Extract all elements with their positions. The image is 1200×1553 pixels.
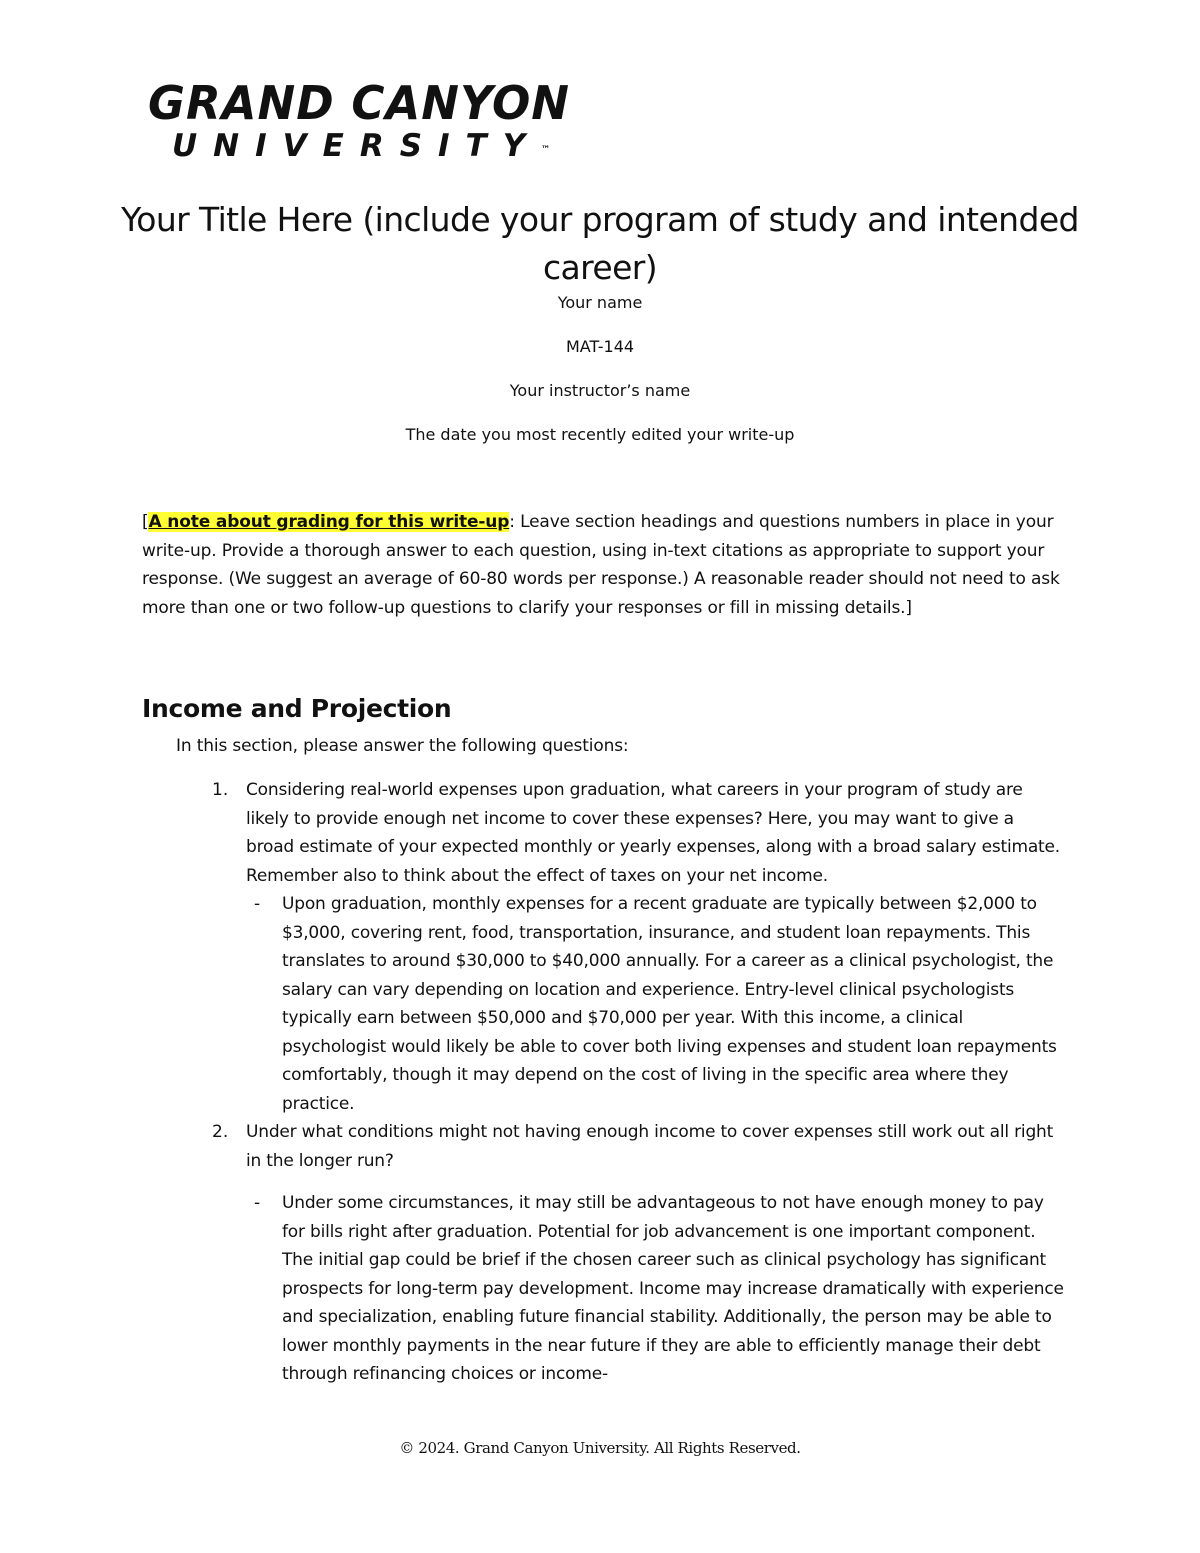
logo-university-text: UNIVERSITY (172, 128, 542, 164)
answer-text: Upon graduation, monthly expenses for a recent graduate are typically between $2,000 to $3,000, covering rent, food, transportation, insurance, and student loan repayments. This translates to around $30,000 to $40,000 annually. For a career as a clinical psychologist, the salary can vary depending on location and experience. Entry-level clinical psychologists typically earn between $50,000 and $70,000 per year. With this income, a clinical psychologist would likely be able to cover both living expenses and student loan repayments comfortably, though it may depend on the cost of living in the specific area where they practice. (282, 894, 1057, 1114)
answer-bullet: - (254, 894, 261, 914)
grading-note-body: : Leave section headings and questions numbers in place in your write-up. Provide a thorough answer to each question, using in-text citations as appropriate to support your response. (We suggest an average of 60-80 words per response.) A reasonable reader should not need to ask more than one or two follow-up questions to clarify your responses or fill in missing details.] (142, 512, 1060, 618)
section-intro: In this section, please answer the following questions: (176, 736, 629, 756)
question-number: 1. (212, 780, 229, 800)
grading-note (142, 508, 1062, 622)
document-title: Your Title Here (include your program of study and intended career) (121, 200, 1079, 287)
instructor-name: Your instructor’s name (509, 381, 691, 400)
section-heading: Income and Projection (142, 694, 452, 723)
question-text: Considering real-world expenses upon graduation, what careers in your program of study are likely to provide enough net income to cover these expenses? Here, you may want to give a broad estimate of your expected monthly or yearly expenses, along with a broad salary estimate. Remember also to think about the effect of taxes on your net income. (246, 780, 1060, 886)
question-number: 2. (212, 1122, 229, 1142)
question-text: Under what conditions might not having enough income to cover expenses still work out all right in the longer run? (246, 1122, 1054, 1171)
answer-text: Under some circumstances, it may still be advantageous to not have enough money to pay for bills right after graduation. Potential for job advancement is one important component. The initial gap could be brief if the chosen career such as clinical psychology has significant prospects for long-term pay development. Income may increase dramatically with experience and specialization, enabling future financial stability. Additionally, the person may be able to lower monthly payments in the near future if they are able to efficiently manage their debt through refinancing choices or income- (282, 1193, 1064, 1384)
note-open-bracket: [ (142, 512, 149, 532)
answer-bullet: - (254, 1193, 261, 1213)
grading-note-label: A note about grading for this write-up (148, 512, 510, 532)
copyright-footer: © 2024. Grand Canyon University. All Rights Reserved. (399, 1439, 801, 1457)
logo-wordmark-line2 (172, 128, 558, 164)
trademark-symbol: ™ (541, 145, 551, 155)
course-code: MAT-144 (565, 337, 635, 356)
logo-wordmark-line1: GRAND CANYON (148, 76, 570, 130)
university-logo (148, 76, 570, 164)
date-line: The date you most recently edited your write-up (405, 425, 795, 444)
author-name: Your name (557, 293, 643, 312)
